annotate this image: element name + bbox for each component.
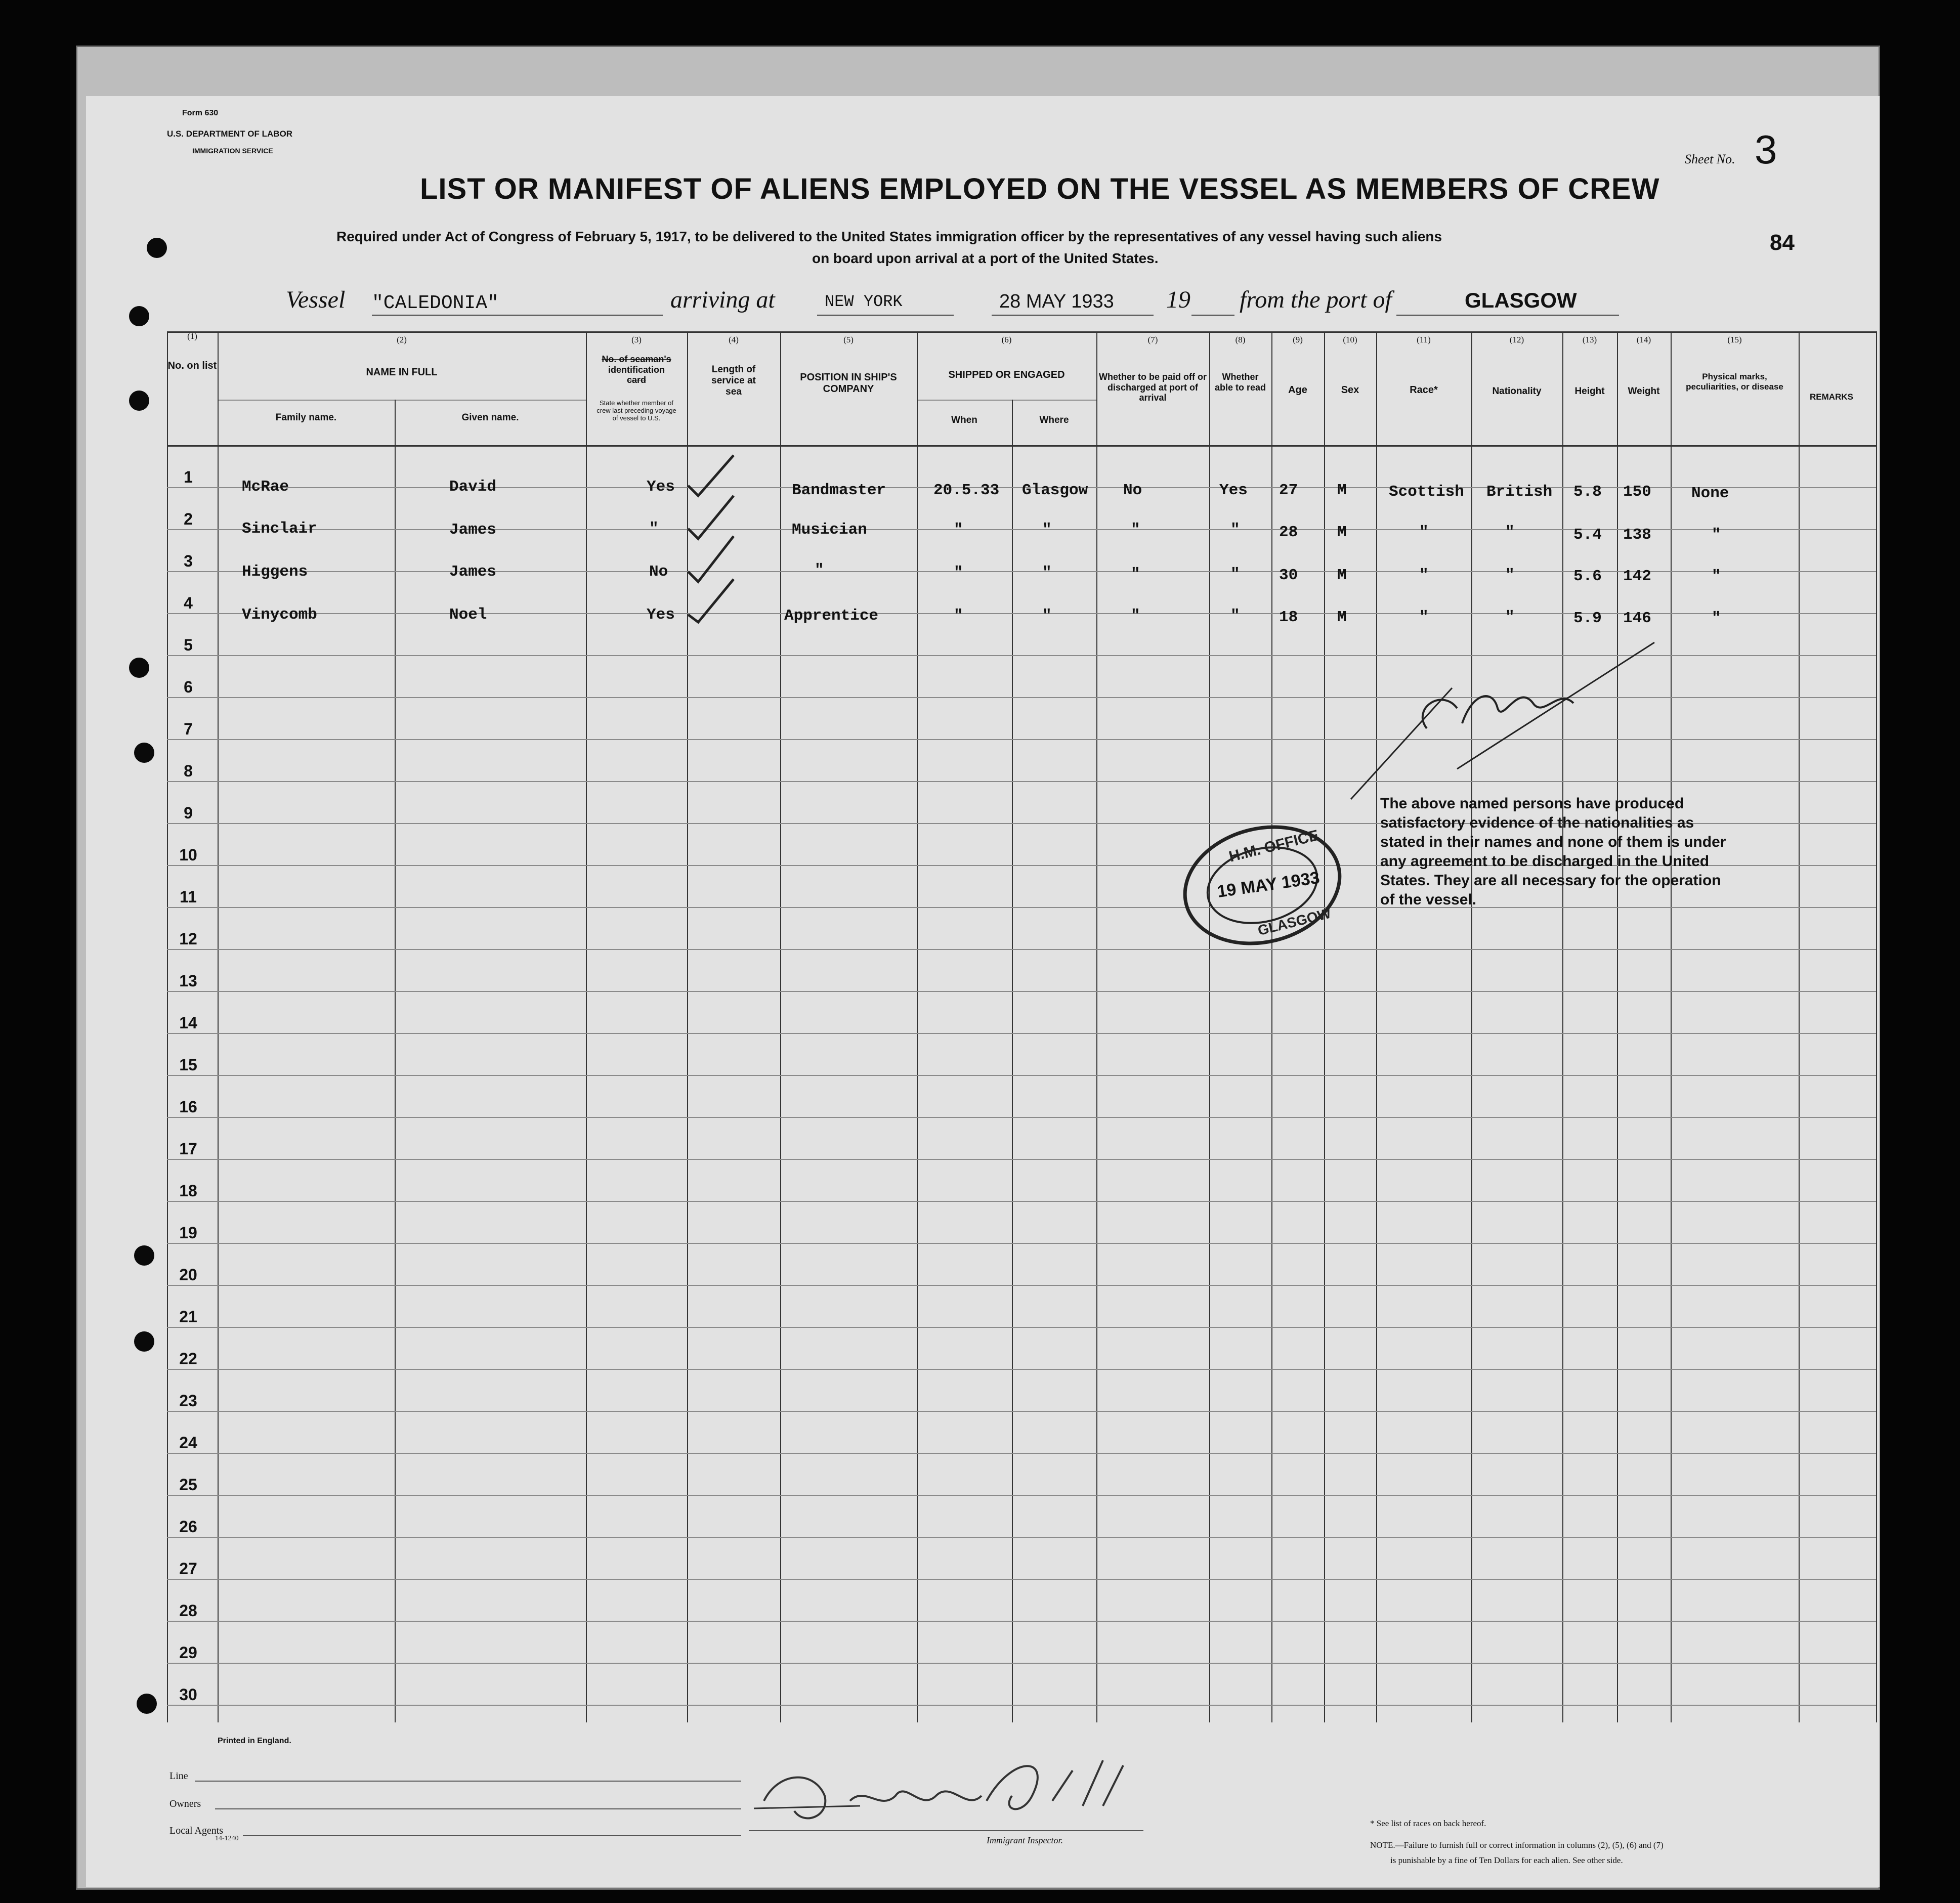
- penalty-note: NOTE.—Failure to furnish full or correct information in columns (2), (5), (6) and (7): [1370, 1840, 1664, 1850]
- previous-voyage: Yes: [647, 478, 675, 496]
- row-number: 18: [179, 1182, 197, 1200]
- column-header: State whether member of crew last preceding voyage of vessel to U.S.: [596, 399, 676, 422]
- column-header: Age: [1288, 384, 1307, 396]
- printed-in-england: Printed in England.: [218, 1737, 291, 1745]
- punch-hole: [129, 391, 149, 411]
- sex: M: [1337, 524, 1347, 541]
- punch-hole: [134, 1245, 154, 1266]
- height: 5.4: [1573, 526, 1602, 544]
- row-number: 26: [179, 1518, 197, 1536]
- height: 5.8: [1573, 483, 1602, 501]
- vessel-name: "CALEDONIA": [372, 292, 499, 314]
- row-number: 22: [179, 1350, 197, 1368]
- col-number: (5): [843, 335, 854, 344]
- col-number: (15): [1727, 335, 1742, 344]
- col-number: (10): [1343, 335, 1357, 344]
- column-header: REMARKS: [1810, 392, 1853, 402]
- row-number: 29: [179, 1644, 197, 1662]
- master-signature: [1341, 632, 1670, 804]
- punch-hole: [129, 306, 149, 326]
- column-header: NAME IN FULL: [366, 367, 438, 378]
- family-name: Vinycomb: [242, 606, 317, 624]
- department: U.S. DEPARTMENT OF LABOR: [167, 129, 293, 139]
- row-number: 5: [184, 636, 193, 654]
- column-header: Race*: [1410, 384, 1438, 396]
- race: ": [1419, 524, 1429, 541]
- row-number: 30: [179, 1685, 197, 1704]
- age: 30: [1279, 567, 1298, 584]
- shipped-when: ": [954, 521, 963, 539]
- nationality: ": [1505, 567, 1515, 584]
- row-number: 25: [179, 1476, 197, 1494]
- col-number: (2): [397, 335, 407, 344]
- nationality: ": [1505, 609, 1515, 626]
- paid-off: ": [1131, 607, 1140, 625]
- punch-hole: [147, 238, 167, 258]
- column-header: Where: [1039, 415, 1069, 425]
- col-number: (1): [187, 331, 197, 341]
- year-label: 19: [1166, 286, 1190, 313]
- row-number: 12: [179, 930, 197, 948]
- from-label: from the port of: [1240, 286, 1392, 313]
- punch-hole: [134, 743, 154, 763]
- previous-voyage: No: [649, 563, 668, 581]
- weight: 138: [1623, 526, 1651, 544]
- given-name: James: [449, 521, 497, 539]
- given-name: Noel: [449, 606, 487, 624]
- weight: 146: [1623, 610, 1651, 627]
- previous-voyage: ": [649, 520, 659, 538]
- race: Scottish: [1389, 483, 1464, 501]
- race: ": [1419, 609, 1429, 626]
- row-number: 27: [179, 1560, 197, 1578]
- race: ": [1419, 567, 1429, 584]
- line-label: Line: [169, 1770, 188, 1782]
- agents-code: 14-1240: [215, 1835, 239, 1842]
- able-to-read: Yes: [1219, 482, 1248, 499]
- col-number: (14): [1636, 335, 1651, 344]
- arriving-port: NEW YORK: [825, 292, 903, 311]
- inspector-signature: [749, 1740, 1143, 1836]
- races-footnote: * See list of races on back hereof.: [1370, 1819, 1486, 1828]
- family-name: Sinclair: [242, 520, 317, 538]
- column-header: SHIPPED OR ENGAGED: [948, 369, 1065, 380]
- able-to-read: ": [1230, 521, 1240, 539]
- position: ": [815, 561, 824, 579]
- stamp-top-text: H.M. OFFICE: [1227, 827, 1320, 866]
- row-number: 4: [184, 594, 193, 612]
- row-number: 14: [179, 1014, 197, 1032]
- column-header: Sex: [1341, 384, 1359, 396]
- position: Apprentice: [784, 607, 879, 625]
- subtitle-line-2: on board upon arrival at a port of the United States.: [812, 250, 1159, 266]
- position: Bandmaster: [792, 482, 886, 499]
- penalty-note-cont: is punishable by a fine of Ten Dollars for each alien. See other side.: [1390, 1855, 1623, 1865]
- page-number: 84: [1770, 230, 1795, 255]
- age: 27: [1279, 482, 1298, 499]
- given-name: David: [449, 478, 497, 496]
- arriving-label: arriving at: [670, 286, 775, 313]
- sex: M: [1337, 482, 1347, 499]
- checkmark-icons: [678, 445, 779, 627]
- row-number: 13: [179, 972, 197, 990]
- sheet-label: Sheet No.: [1685, 152, 1735, 166]
- col-number: (4): [729, 335, 739, 344]
- punch-hole: [137, 1694, 157, 1714]
- subtitle-line-1: Required under Act of Congress of February 5, 1917, to be delivered to the United States immigration officer by the representatives of any vessel having such aliens: [336, 229, 1442, 244]
- shipped-where: Glasgow: [1022, 482, 1088, 499]
- col-number: (9): [1293, 335, 1303, 344]
- height: 5.6: [1573, 568, 1602, 585]
- col-number: (12): [1509, 335, 1524, 344]
- physical-marks: None: [1691, 485, 1729, 502]
- age: 28: [1279, 524, 1298, 541]
- sheet-number: 3: [1755, 127, 1777, 172]
- column-header: No. of seaman's identification card: [602, 354, 671, 385]
- col-number: (6): [1001, 335, 1012, 344]
- row-number: 6: [184, 678, 193, 696]
- row-number: 9: [184, 804, 193, 822]
- position: Musician: [792, 521, 867, 539]
- row-number: 10: [179, 846, 197, 864]
- physical-marks: ": [1712, 610, 1721, 627]
- shipped-where: ": [1042, 521, 1052, 539]
- column-header: No. on list: [167, 360, 217, 371]
- sex: M: [1337, 609, 1347, 626]
- sex: M: [1337, 567, 1347, 584]
- col-number: (13): [1582, 335, 1597, 344]
- row-number: 23: [179, 1392, 197, 1410]
- col-number: (8): [1235, 335, 1246, 344]
- row-number: 28: [179, 1602, 197, 1620]
- row-number: 2: [184, 510, 193, 528]
- family-name: Higgens: [242, 563, 308, 581]
- paid-off: No: [1123, 482, 1142, 499]
- column-header: Height: [1574, 386, 1605, 397]
- row-number: 8: [184, 762, 193, 780]
- given-name: James: [449, 563, 497, 581]
- row-number: 24: [179, 1434, 197, 1452]
- stamp-date: 19 MAY 1933: [1216, 868, 1321, 902]
- row-number: 7: [184, 720, 193, 738]
- punch-hole: [129, 658, 149, 678]
- row-number: 11: [180, 888, 197, 906]
- weight: 142: [1623, 568, 1651, 585]
- form-id: Form 630: [182, 109, 219, 117]
- column-header: When: [951, 415, 977, 425]
- column-header: Weight: [1628, 386, 1660, 397]
- row-number: 16: [179, 1098, 197, 1116]
- nationality: ": [1505, 524, 1515, 541]
- physical-marks: ": [1712, 526, 1721, 544]
- shipped-where: ": [1042, 607, 1052, 625]
- punch-hole: [134, 1331, 154, 1352]
- service: IMMIGRATION SERVICE: [192, 147, 273, 155]
- physical-marks: ": [1712, 568, 1721, 585]
- column-header: POSITION IN SHIP'S COMPANY: [800, 372, 897, 395]
- row-number: 3: [184, 552, 193, 570]
- family-name: McRae: [242, 478, 289, 496]
- able-to-read: ": [1230, 566, 1240, 583]
- column-header: Nationality: [1492, 386, 1542, 397]
- departure-port: GLASGOW: [1465, 288, 1577, 312]
- column-header: Length of service at sea: [711, 364, 756, 397]
- shipped-when: 20.5.33: [933, 482, 1000, 499]
- owners-label: Owners: [169, 1798, 201, 1809]
- col-number: (3): [631, 335, 642, 344]
- paid-off: ": [1131, 566, 1140, 583]
- row-number: 20: [179, 1266, 197, 1284]
- age: 18: [1279, 609, 1298, 626]
- column-header: Whether to be paid off or discharged at port of arrival: [1099, 372, 1207, 403]
- stamp-bottom-text: GLASGOW: [1256, 905, 1333, 939]
- row-number: 21: [179, 1308, 197, 1326]
- height: 5.9: [1573, 610, 1602, 627]
- nationality: British: [1486, 483, 1553, 501]
- office-stamp: [1176, 819, 1348, 951]
- vessel-label: Vessel: [286, 286, 346, 313]
- agents-label: Local Agents: [169, 1825, 224, 1836]
- column-header: Family name.: [275, 412, 337, 423]
- shipped-when: ": [954, 607, 963, 625]
- col-number: (7): [1147, 335, 1158, 344]
- previous-voyage: Yes: [647, 606, 675, 624]
- weight: 150: [1623, 483, 1651, 501]
- arrival-date: 28 MAY 1933: [999, 291, 1114, 312]
- certification-statement: The above named persons have produced satisfactory evidence of the nationalities as stated in their names and none of them is under any agreement to be discharged in the United States. They are all necessary for the operation of the vessel.: [1380, 795, 1726, 909]
- column-header: Whether able to read: [1214, 372, 1266, 393]
- able-to-read: ": [1230, 607, 1240, 625]
- column-header: Physical marks, peculiarities, or disease: [1686, 372, 1783, 392]
- column-header: Given name.: [461, 412, 519, 423]
- row-number: 19: [179, 1224, 197, 1242]
- page-title: LIST OR MANIFEST OF ALIENS EMPLOYED ON THE VESSEL AS MEMBERS OF CREW: [420, 172, 1660, 205]
- shipped-when: ": [954, 564, 963, 582]
- col-number: (11): [1417, 335, 1431, 344]
- paid-off: ": [1131, 521, 1140, 539]
- inspector-label: Immigrant Inspector.: [987, 1835, 1063, 1845]
- shipped-where: ": [1042, 564, 1052, 582]
- row-number: 15: [179, 1056, 197, 1074]
- row-number: 17: [179, 1140, 197, 1158]
- row-number: 1: [184, 468, 193, 486]
